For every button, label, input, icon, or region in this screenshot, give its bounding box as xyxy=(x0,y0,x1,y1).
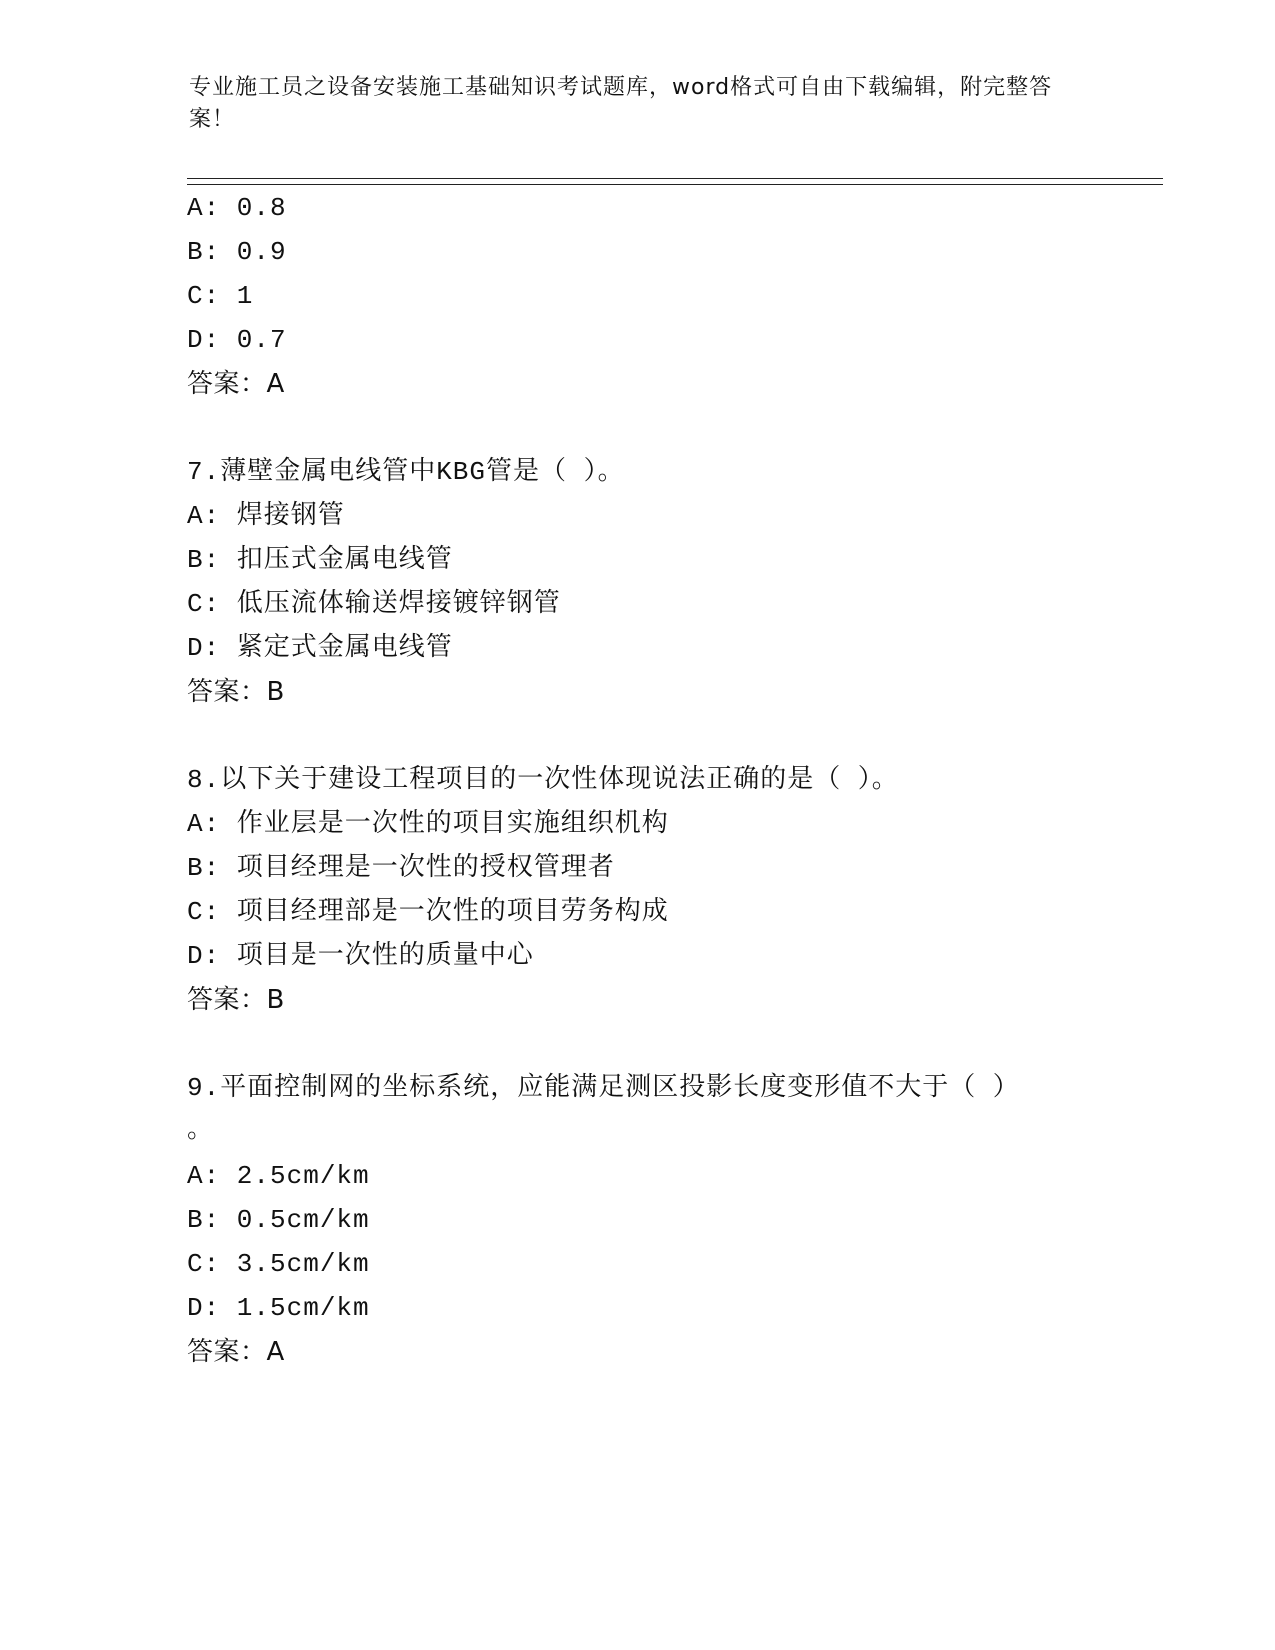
q6-answer: 答案：A xyxy=(187,369,285,399)
q9-option-c: C: 3.5cm/km xyxy=(187,1249,370,1279)
q6-option-c: C: 1 xyxy=(187,281,254,311)
q7-option-c: C: 低压流体输送焊接镀锌钢管 xyxy=(187,589,561,619)
q8-option-c: C: 项目经理部是一次性的项目劳务构成 xyxy=(187,897,669,927)
header-divider-top xyxy=(187,178,1163,179)
q6-option-b: B: 0.9 xyxy=(187,237,287,267)
q9-option-d: D: 1.5cm/km xyxy=(187,1293,370,1323)
q8-option-b: B: 项目经理是一次性的授权管理者 xyxy=(187,853,615,883)
q6-option-a: A: 0.8 xyxy=(187,193,287,223)
q8-answer: 答案：B xyxy=(187,985,285,1015)
header-divider-bottom xyxy=(187,184,1163,185)
q9-stem-continuation: 。 xyxy=(187,1115,215,1145)
q9-option-b: B: 0.5cm/km xyxy=(187,1205,370,1235)
q8-stem: 8.以下关于建设工程项目的一次性体现说法正确的是（ ）。 xyxy=(187,765,899,795)
q7-option-d: D: 紧定式金属电线管 xyxy=(187,633,453,663)
q7-option-b: B: 扣压式金属电线管 xyxy=(187,545,453,575)
document-header-title: 专业施工员之设备安装施工基础知识考试题库，word格式可自由下载编辑，附完整答案！ xyxy=(189,75,1053,132)
q9-option-a: A: 2.5cm/km xyxy=(187,1161,370,1191)
q7-option-a: A: 焊接钢管 xyxy=(187,501,345,531)
q9-stem: 9.平面控制网的坐标系统，应能满足测区投影长度变形值不大于（ ） xyxy=(187,1073,1020,1103)
q9-answer: 答案：A xyxy=(187,1337,285,1367)
q6-option-d: D: 0.7 xyxy=(187,325,287,355)
q7-stem: 7.薄壁金属电线管中KBG管是（ ）。 xyxy=(187,457,625,487)
q7-answer: 答案：B xyxy=(187,677,285,707)
q8-option-a: A: 作业层是一次性的项目实施组织机构 xyxy=(187,809,669,839)
q8-option-d: D: 项目是一次性的质量中心 xyxy=(187,941,534,971)
